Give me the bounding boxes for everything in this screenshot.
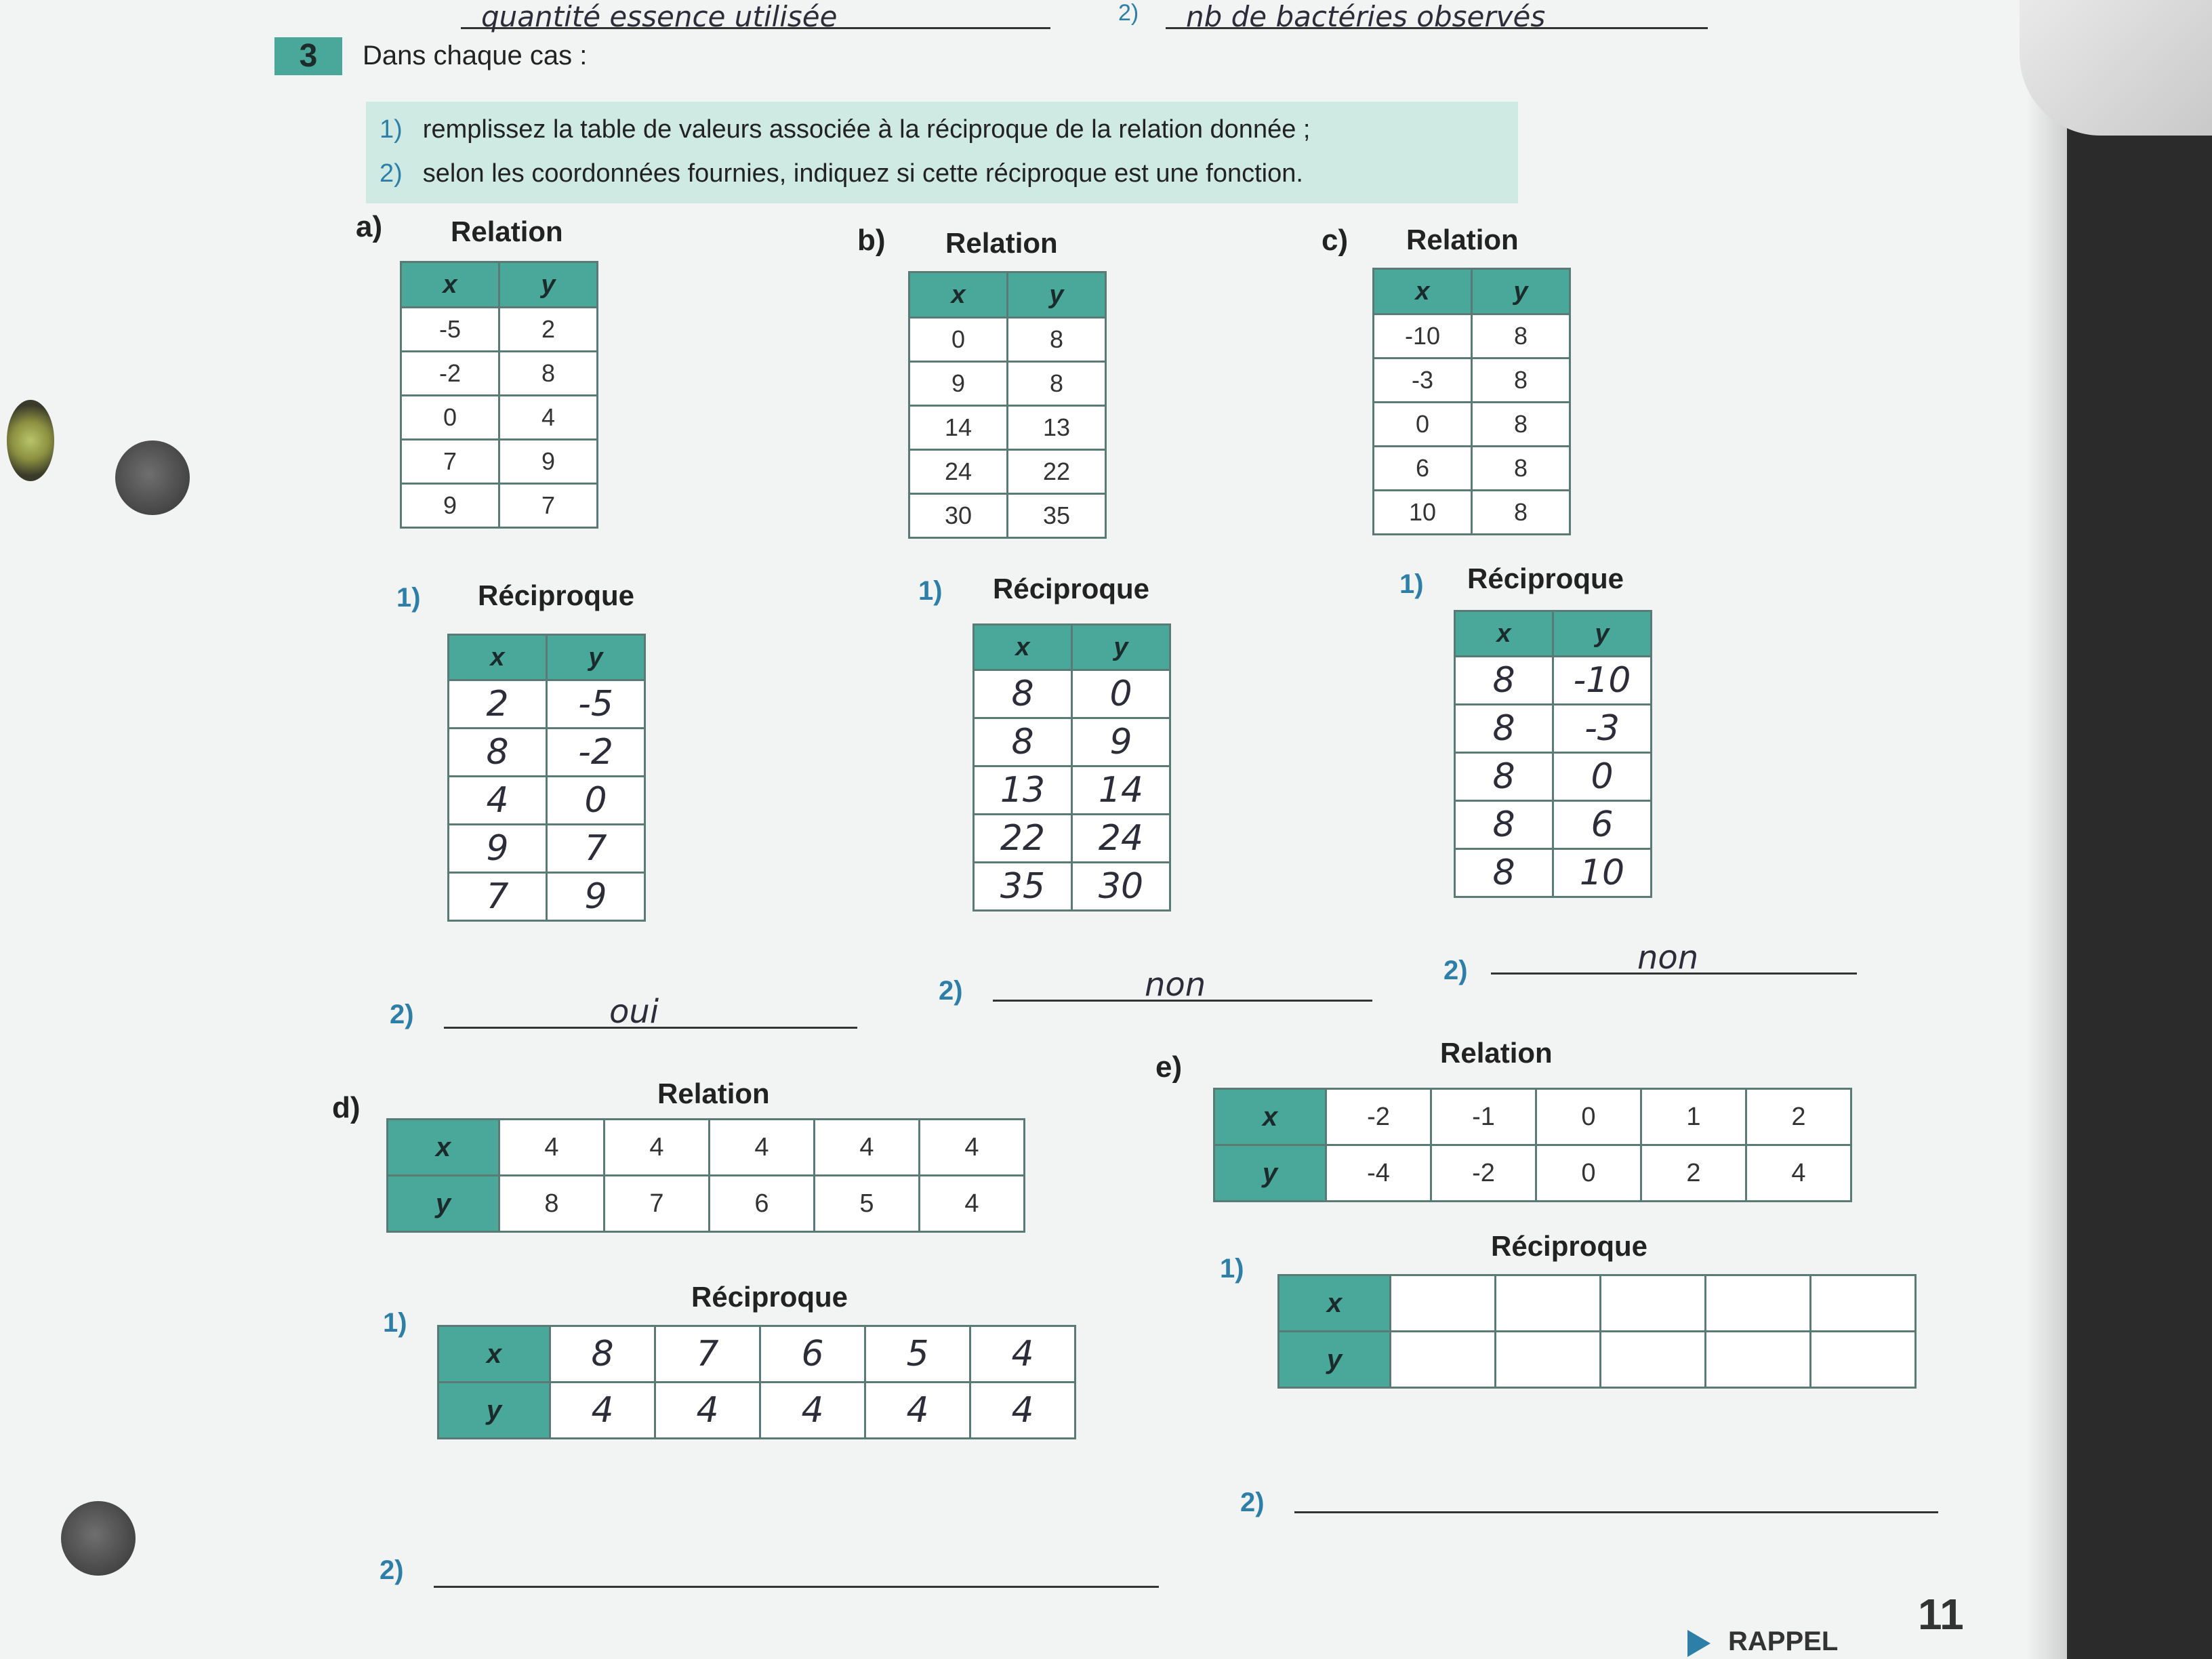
table-row xyxy=(401,484,598,528)
handwritten-cell-x[interactable]: 2 xyxy=(449,680,547,729)
answer-cell-x[interactable]: 7 xyxy=(655,1326,760,1382)
cell-y: 6 xyxy=(710,1176,815,1232)
previous-answer-line-2 xyxy=(1166,0,1708,33)
cell-x: 6 xyxy=(1374,447,1472,491)
cell-x: 0 xyxy=(909,318,1008,362)
handwritten-cell-x[interactable]: 13 xyxy=(974,766,1072,815)
handwritten-cell-x[interactable]: 7 xyxy=(449,873,547,921)
cell-x: 0 xyxy=(401,396,499,440)
cell-x: 2 xyxy=(1746,1089,1851,1145)
handwritten-cell-y[interactable]: -2 xyxy=(547,729,645,777)
cell-x: 0 xyxy=(1374,403,1472,447)
table-row xyxy=(909,494,1106,538)
row-header-y: y xyxy=(1214,1145,1326,1202)
instruction-2 xyxy=(380,159,1303,188)
column-header-y: y xyxy=(547,635,645,680)
handwritten-cell-x[interactable]: 22 xyxy=(974,815,1072,863)
part-e-reciproque-caption: Réciproque xyxy=(1491,1230,1648,1262)
instruction-text: remplissez la table de valeurs associée à la réciproque de la relation donnée ; xyxy=(422,115,1311,144)
handwritten-cell-y[interactable]: 0 xyxy=(1072,670,1170,718)
table-row xyxy=(1455,705,1652,753)
part-d-reciproque-caption: Réciproque xyxy=(691,1281,848,1313)
answer-cell-y[interactable]: 4 xyxy=(550,1382,655,1439)
handwritten-cell-x[interactable]: 8 xyxy=(1455,705,1553,753)
part-d-relation-table xyxy=(386,1118,1025,1233)
column-header-y: y xyxy=(1472,269,1570,314)
part-e-reciproque-table[interactable] xyxy=(1277,1274,1917,1389)
answer-cell-y[interactable] xyxy=(1391,1332,1496,1388)
row-header-x: x xyxy=(388,1120,499,1176)
answer-cell-x[interactable] xyxy=(1601,1275,1706,1332)
handwritten-cell-y[interactable]: 30 xyxy=(1072,863,1170,911)
handwritten-cell-x[interactable]: 8 xyxy=(974,718,1072,766)
footer-arrow-icon xyxy=(1687,1630,1711,1657)
cell-x: -10 xyxy=(1374,314,1472,359)
cell-y: 35 xyxy=(1008,494,1106,538)
part-a-item-2: 2) xyxy=(390,1000,414,1029)
answer-cell-y[interactable]: 4 xyxy=(865,1382,970,1439)
part-e-relation-table xyxy=(1213,1088,1852,1202)
part-b-label: b) xyxy=(857,224,886,257)
column-header-y: y xyxy=(499,262,598,308)
part-d-item-2: 2) xyxy=(380,1555,404,1585)
cell-y: 8 xyxy=(1008,362,1106,406)
handwritten-cell-y[interactable]: 0 xyxy=(547,777,645,825)
cell-x: 30 xyxy=(909,494,1008,538)
part-e-label: e) xyxy=(1155,1050,1183,1084)
part-b-item-2: 2) xyxy=(939,976,963,1006)
instruction-text: selon les coordonnées fournies, indiquez si cette réciproque est une fonction. xyxy=(422,159,1303,188)
part-b-answer-line[interactable] xyxy=(993,966,1372,1004)
cell-y: -4 xyxy=(1326,1145,1431,1202)
handwritten-cell-y[interactable]: 0 xyxy=(1553,753,1652,801)
table-row xyxy=(1455,753,1652,801)
table-row xyxy=(909,450,1106,494)
table-row xyxy=(1455,657,1652,705)
handwritten-answer: quantité essence utilisée xyxy=(481,0,838,33)
cell-x: 14 xyxy=(909,406,1008,450)
table-row xyxy=(909,362,1106,406)
answer-cell-y[interactable] xyxy=(1811,1332,1916,1388)
cell-y: 4 xyxy=(920,1176,1025,1232)
row-header-x: x xyxy=(1279,1275,1391,1332)
handwritten-cell-x[interactable]: 9 xyxy=(449,825,547,873)
part-e-relation-caption: Relation xyxy=(1440,1037,1553,1069)
table-row xyxy=(909,406,1106,450)
cell-y: 9 xyxy=(499,440,598,484)
part-b-relation-caption: Relation xyxy=(945,227,1058,259)
cell-x: 4 xyxy=(605,1120,710,1176)
column-header-x: x xyxy=(974,625,1072,670)
cell-x: 9 xyxy=(909,362,1008,406)
table-row xyxy=(449,777,645,825)
handwritten-answer: nb de bactéries observés xyxy=(1186,0,1546,33)
part-a-reciproque-table[interactable] xyxy=(447,634,646,922)
table-row-y xyxy=(438,1382,1076,1439)
answer-cell-y[interactable]: 4 xyxy=(760,1382,865,1439)
part-e-item-2: 2) xyxy=(1240,1488,1265,1517)
row-header-y: y xyxy=(438,1382,550,1439)
part-c-reciproque-table[interactable] xyxy=(1454,610,1652,898)
answer-cell-y[interactable] xyxy=(1706,1332,1811,1388)
cell-y: 8 xyxy=(1472,359,1570,403)
part-d-reciproque-table[interactable] xyxy=(437,1325,1076,1439)
handwritten-cell-x[interactable]: 8 xyxy=(974,670,1072,718)
cell-x: 10 xyxy=(1374,491,1472,535)
table-row xyxy=(974,766,1170,815)
table-row xyxy=(1374,314,1570,359)
cell-x: -2 xyxy=(401,352,499,396)
previous-answer-line-1 xyxy=(461,0,1050,33)
table-row xyxy=(401,396,598,440)
cell-y: 2 xyxy=(499,308,598,352)
table-row xyxy=(449,729,645,777)
eraser-object xyxy=(2020,0,2212,136)
handwritten-cell-y[interactable]: 7 xyxy=(547,825,645,873)
part-b-item-1: 1) xyxy=(918,576,943,606)
handwritten-cell-y[interactable]: 14 xyxy=(1072,766,1170,815)
cell-y: 7 xyxy=(499,484,598,528)
cell-y: 8 xyxy=(1472,491,1570,535)
table-row xyxy=(1455,801,1652,849)
handwritten-cell-x[interactable]: 8 xyxy=(1455,801,1553,849)
part-c-relation-caption: Relation xyxy=(1406,224,1519,255)
cell-y: 22 xyxy=(1008,450,1106,494)
punch-hole-top xyxy=(115,441,190,515)
handwritten-cell-x[interactable]: 35 xyxy=(974,863,1072,911)
table-row-x xyxy=(1214,1089,1851,1145)
part-a-reciproque-caption: Réciproque xyxy=(478,579,635,611)
column-header-x: x xyxy=(401,262,499,308)
handwritten-cell-y[interactable]: 9 xyxy=(1072,718,1170,766)
row-header-x: x xyxy=(438,1326,550,1382)
part-a-relation-table xyxy=(400,261,598,529)
answer-cell-x[interactable]: 4 xyxy=(970,1326,1076,1382)
part-b-reciproque-table[interactable] xyxy=(972,623,1171,912)
cell-x: 4 xyxy=(920,1120,1025,1176)
cell-y: 2 xyxy=(1641,1145,1746,1202)
part-a-answer: oui xyxy=(609,993,659,1031)
header-row xyxy=(1374,269,1570,314)
cell-y: 4 xyxy=(499,396,598,440)
answer-cell-x[interactable] xyxy=(1496,1275,1601,1332)
part-a-label: a) xyxy=(356,210,383,243)
column-header-x: x xyxy=(909,272,1008,318)
header-row xyxy=(909,272,1106,318)
cell-x: 24 xyxy=(909,450,1008,494)
cell-y: -2 xyxy=(1431,1145,1536,1202)
row-header-y: y xyxy=(388,1176,499,1232)
table-row xyxy=(1374,447,1570,491)
part-d-relation-caption: Relation xyxy=(657,1078,770,1109)
table-row-x xyxy=(388,1120,1025,1176)
instructions-box xyxy=(366,102,1518,203)
cell-x: -5 xyxy=(401,308,499,352)
part-c-answer: non xyxy=(1637,939,1699,977)
instruction-number: 2) xyxy=(380,159,403,188)
part-c-label: c) xyxy=(1322,224,1349,257)
cell-x: 1 xyxy=(1641,1089,1746,1145)
part-e-item-1: 1) xyxy=(1220,1254,1244,1284)
part-c-relation-table xyxy=(1372,268,1571,535)
answer-cell-x[interactable]: 5 xyxy=(865,1326,970,1382)
cell-y: 13 xyxy=(1008,406,1106,450)
cell-y: 5 xyxy=(815,1176,920,1232)
cell-y: 8 xyxy=(1472,314,1570,359)
cell-x: -3 xyxy=(1374,359,1472,403)
table-row xyxy=(974,718,1170,766)
answer-cell-x[interactable]: 8 xyxy=(550,1326,655,1382)
table-row xyxy=(449,873,645,921)
column-header-y: y xyxy=(1008,272,1106,318)
exercise-number-badge: 3 xyxy=(274,37,342,75)
answer-cell-x[interactable] xyxy=(1811,1275,1916,1332)
cell-y: 8 xyxy=(1472,403,1570,447)
punch-hole-bottom xyxy=(61,1501,136,1576)
table-row xyxy=(1374,403,1570,447)
column-header-x: x xyxy=(1374,269,1472,314)
handwritten-cell-x[interactable]: 4 xyxy=(449,777,547,825)
answer-cell-y[interactable]: 4 xyxy=(970,1382,1076,1439)
cell-y: 8 xyxy=(499,1176,605,1232)
column-header-y: y xyxy=(1072,625,1170,670)
table-row-x xyxy=(438,1326,1076,1382)
page-number: 11 xyxy=(1918,1590,1964,1639)
header-row xyxy=(401,262,598,308)
answer-cell-x[interactable]: 6 xyxy=(760,1326,865,1382)
table-row xyxy=(449,680,645,729)
part-a-answer-line[interactable] xyxy=(444,993,857,1031)
table-row xyxy=(974,863,1170,911)
part-b-reciproque-caption: Réciproque xyxy=(993,573,1150,605)
handwritten-cell-y[interactable]: 10 xyxy=(1553,849,1652,897)
previous-item-number: 2) xyxy=(1118,0,1139,26)
column-header-x: x xyxy=(1455,611,1553,657)
page-edge-shadow xyxy=(2026,0,2067,1659)
part-c-reciproque-caption: Réciproque xyxy=(1467,562,1624,594)
footer-section-label: RAPPEL xyxy=(1728,1626,1839,1656)
table-row-y xyxy=(1279,1332,1916,1388)
table-row-y xyxy=(388,1176,1025,1232)
handwritten-cell-y[interactable]: -5 xyxy=(547,680,645,729)
exercise-title: Dans chaque cas : xyxy=(363,41,588,70)
handwritten-cell-y[interactable]: -3 xyxy=(1553,705,1652,753)
cell-x: 9 xyxy=(401,484,499,528)
answer-cell-y[interactable] xyxy=(1496,1332,1601,1388)
cell-x: 0 xyxy=(1536,1089,1641,1145)
instruction-number: 1) xyxy=(380,115,403,144)
table-row xyxy=(401,440,598,484)
table-row xyxy=(1374,359,1570,403)
cell-x: 4 xyxy=(499,1120,605,1176)
part-c-item-2: 2) xyxy=(1443,956,1468,985)
table-row-y xyxy=(1214,1145,1851,1202)
header-row xyxy=(974,625,1170,670)
part-a-item-1: 1) xyxy=(396,583,421,613)
cell-y: 0 xyxy=(1536,1145,1641,1202)
cell-x: -1 xyxy=(1431,1089,1536,1145)
cell-x: 7 xyxy=(401,440,499,484)
table-row xyxy=(974,815,1170,863)
part-c-answer-line[interactable] xyxy=(1491,939,1857,977)
table-row xyxy=(1455,849,1652,897)
handwritten-cell-x[interactable]: 8 xyxy=(1455,849,1553,897)
handwritten-cell-x[interactable]: 8 xyxy=(1455,753,1553,801)
instruction-1 xyxy=(380,115,1310,144)
handwritten-cell-x[interactable]: 8 xyxy=(449,729,547,777)
part-b-answer: non xyxy=(1145,966,1206,1004)
cell-x: 4 xyxy=(815,1120,920,1176)
column-header-y: y xyxy=(1553,611,1652,657)
binder-ring xyxy=(7,400,54,481)
row-header-x: x xyxy=(1214,1089,1326,1145)
handwritten-cell-x[interactable]: 8 xyxy=(1455,657,1553,705)
header-row xyxy=(1455,611,1652,657)
part-a-relation-caption: Relation xyxy=(451,216,563,247)
cell-y: 8 xyxy=(499,352,598,396)
part-b-relation-table xyxy=(908,271,1107,539)
handwritten-cell-y[interactable]: 6 xyxy=(1553,801,1652,849)
answer-cell-y[interactable]: 4 xyxy=(655,1382,760,1439)
table-row xyxy=(449,825,645,873)
answer-cell-x[interactable] xyxy=(1391,1275,1496,1332)
cell-x: -2 xyxy=(1326,1089,1431,1145)
table-row xyxy=(401,352,598,396)
cell-x: 4 xyxy=(710,1120,815,1176)
handwritten-cell-y[interactable]: 9 xyxy=(547,873,645,921)
part-d-answer-line[interactable] xyxy=(434,1559,1159,1588)
answer-cell-x[interactable] xyxy=(1706,1275,1811,1332)
table-row xyxy=(909,318,1106,362)
cell-y: 8 xyxy=(1472,447,1570,491)
cell-y: 8 xyxy=(1008,318,1106,362)
table-row xyxy=(401,308,598,352)
column-header-x: x xyxy=(449,635,547,680)
header-row xyxy=(449,635,645,680)
handwritten-cell-y[interactable]: 24 xyxy=(1072,815,1170,863)
table-row xyxy=(1374,491,1570,535)
handwritten-cell-y[interactable]: -10 xyxy=(1553,657,1652,705)
part-c-item-1: 1) xyxy=(1399,569,1424,599)
row-header-y: y xyxy=(1279,1332,1391,1388)
part-e-answer-line[interactable] xyxy=(1294,1484,1938,1513)
table-row-x xyxy=(1279,1275,1916,1332)
cell-y: 7 xyxy=(605,1176,710,1232)
part-d-label: d) xyxy=(332,1091,361,1124)
part-d-item-1: 1) xyxy=(383,1308,407,1338)
table-row xyxy=(974,670,1170,718)
cell-y: 4 xyxy=(1746,1145,1851,1202)
answer-cell-y[interactable] xyxy=(1601,1332,1706,1388)
